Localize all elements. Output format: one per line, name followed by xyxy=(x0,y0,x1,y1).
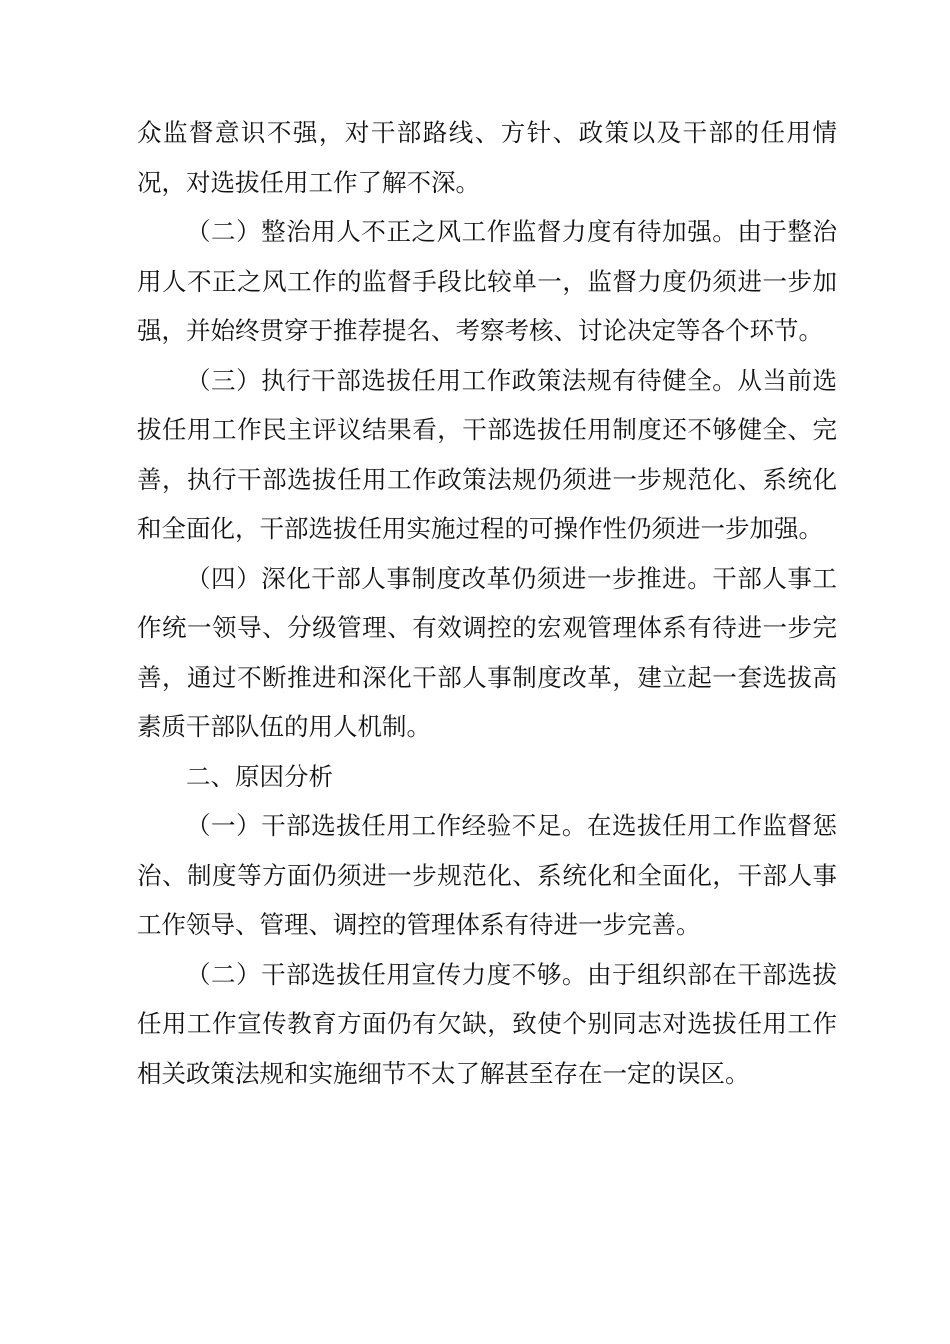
paragraph-continued: 众监督意识不强，对干部路线、方针、政策以及干部的任用情况，对选拔任用工作了解不深。 xyxy=(137,118,837,197)
paragraph-personnel-reform: （四）深化干部人事制度改革仍须进一步推进。干部人事工作统一领导、分级管理、有效调控的宏观管理体系有待进一步完善，通过不断推进和深化干部人事制度改革，建立起一套选拔高素质干部队伍的用人机制。 xyxy=(137,563,837,741)
paragraph-insufficient-experience: （一）干部选拔任用工作经验不足。在选拔任用工作监督惩治、制度等方面仍须进一步规范化、系统化和全面化，干部人事工作领导、管理、调控的管理体系有待进一步完善。 xyxy=(137,811,837,939)
paragraph-insufficient-publicity: （二）干部选拔任用宣传力度不够。由于组织部在干部选拔任用工作宣传教育方面仍有欠缺，致使个别同志对选拔任用工作相关政策法规和实施细节不太了解甚至存在一定的误区。 xyxy=(137,959,837,1088)
section-heading-cause-analysis: 二、原因分析 xyxy=(186,761,333,791)
paragraph-supervision-strength: （二）整治用人不正之风工作监督力度有待加强。由于整治用人不正之风工作的监督手段比较单一，监督力度仍须进一步加强，并始终贯穿于推荐提名、考察考核、讨论决定等各个环节。 xyxy=(137,217,837,345)
document-body xyxy=(137,108,837,1098)
paragraph-policy-regulations: （三）执行干部选拔任用工作政策法规有待健全。从当前选拔任用工作民主评议结果看，干部选拔任用制度还不够健全、完善，执行干部选拔任用工作政策法规仍须进一步规范化、系统化和全面化，干部选拔任用实施过程的可操作性仍须进一步加强。 xyxy=(137,365,837,543)
